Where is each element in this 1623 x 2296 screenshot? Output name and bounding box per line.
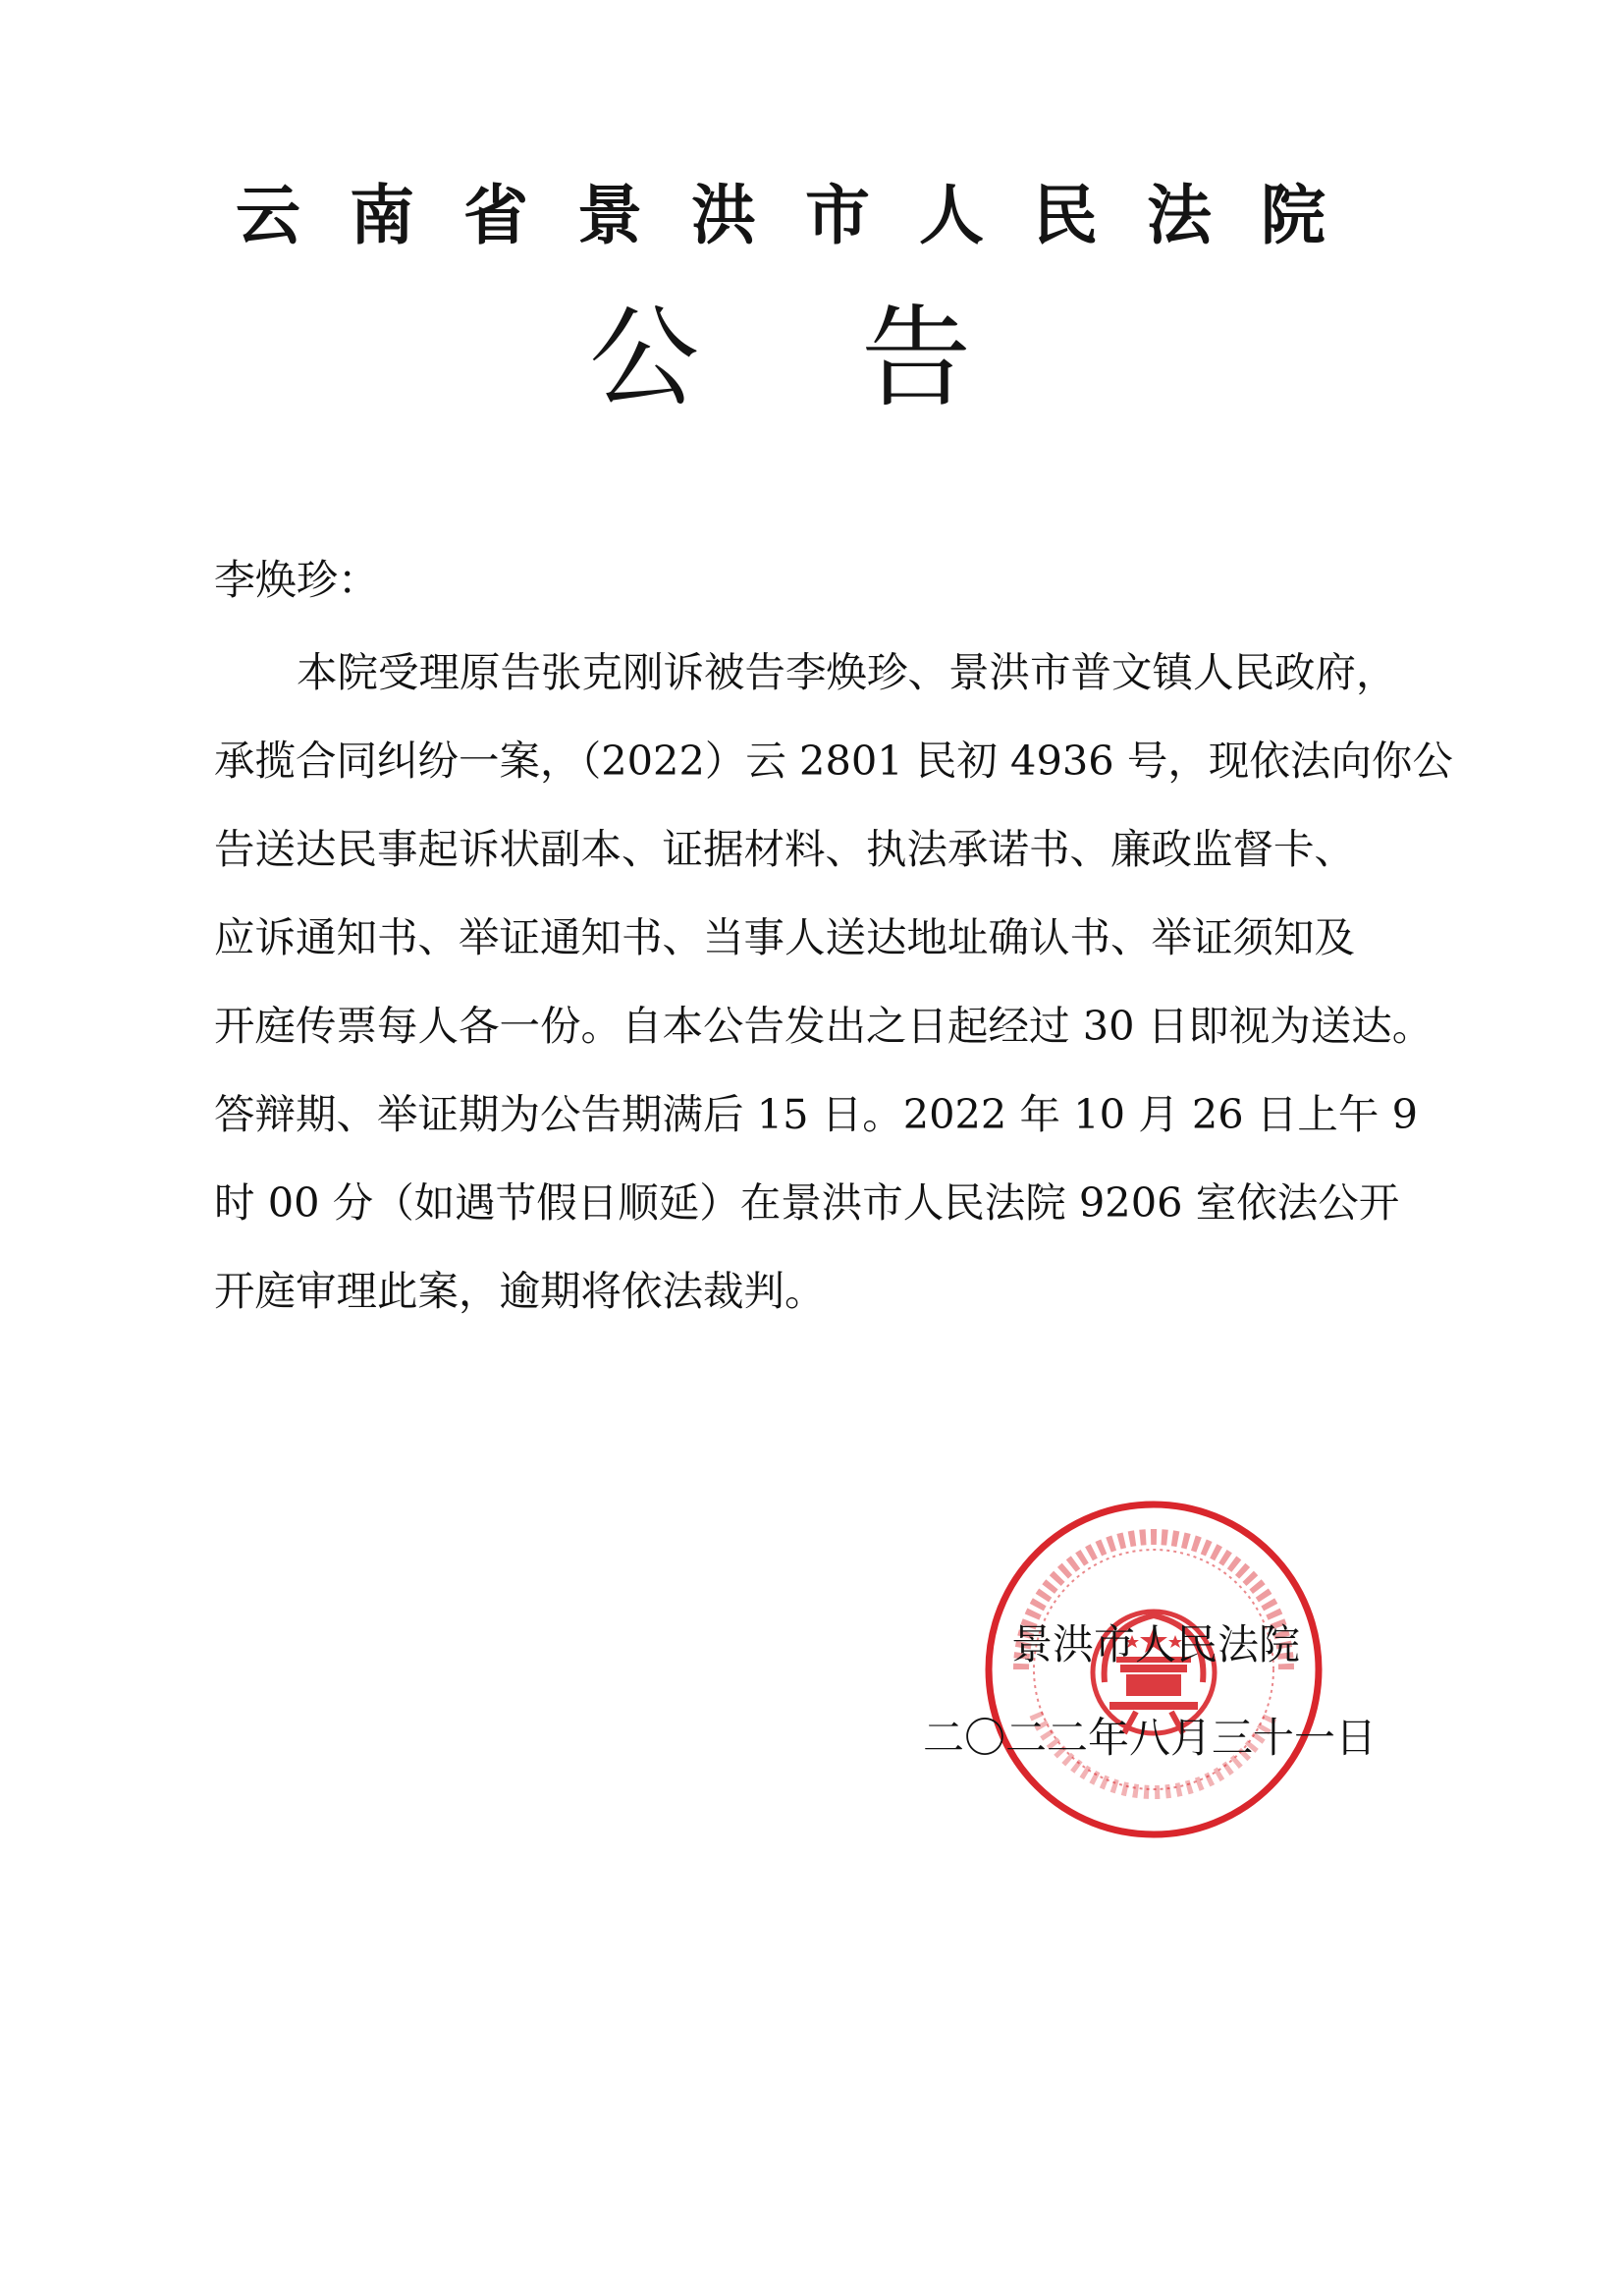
body-line: 本院受理原告张克刚诉被告李焕珍、景洪市普文镇人民政府， — [297, 648, 1397, 696]
body-line: 时 00 分（如遇节假日顺延）在景洪市人民法院 9206 室依法公开 — [214, 1178, 1400, 1227]
body-line: 应诉通知书、举证通知书、当事人送达地址确认书、举证须知及 — [214, 913, 1356, 961]
body-line: 开庭传票每人各一份。自本公告发出之日起经过 30 日即视为送达。 — [214, 1002, 1434, 1050]
body-line: 答辩期、举证期为公告期满后 15 日。2022 年 10 月 26 日上午 9 — [214, 1090, 1418, 1138]
signature-court-name: 景洪市人民法院 — [1011, 1620, 1301, 1668]
body-line: 开庭审理此案，逾期将依法裁判。 — [214, 1267, 826, 1315]
issue-date: 二〇二二年八月三十一日 — [923, 1714, 1378, 1762]
body-line: 承揽合同纠纷一案，（2022）云 2801 民初 4936 号，现依法向你公 — [214, 737, 1453, 785]
body-line: 告送达民事起诉状副本、证据材料、执法承诺书、廉政监督卡、 — [214, 825, 1356, 873]
court-name-header: 云南省景洪市人民法院 — [236, 178, 1375, 253]
addressee: 李焕珍： — [214, 556, 380, 604]
document-title: 公告 — [589, 295, 1133, 422]
notice-body — [214, 629, 1451, 1336]
